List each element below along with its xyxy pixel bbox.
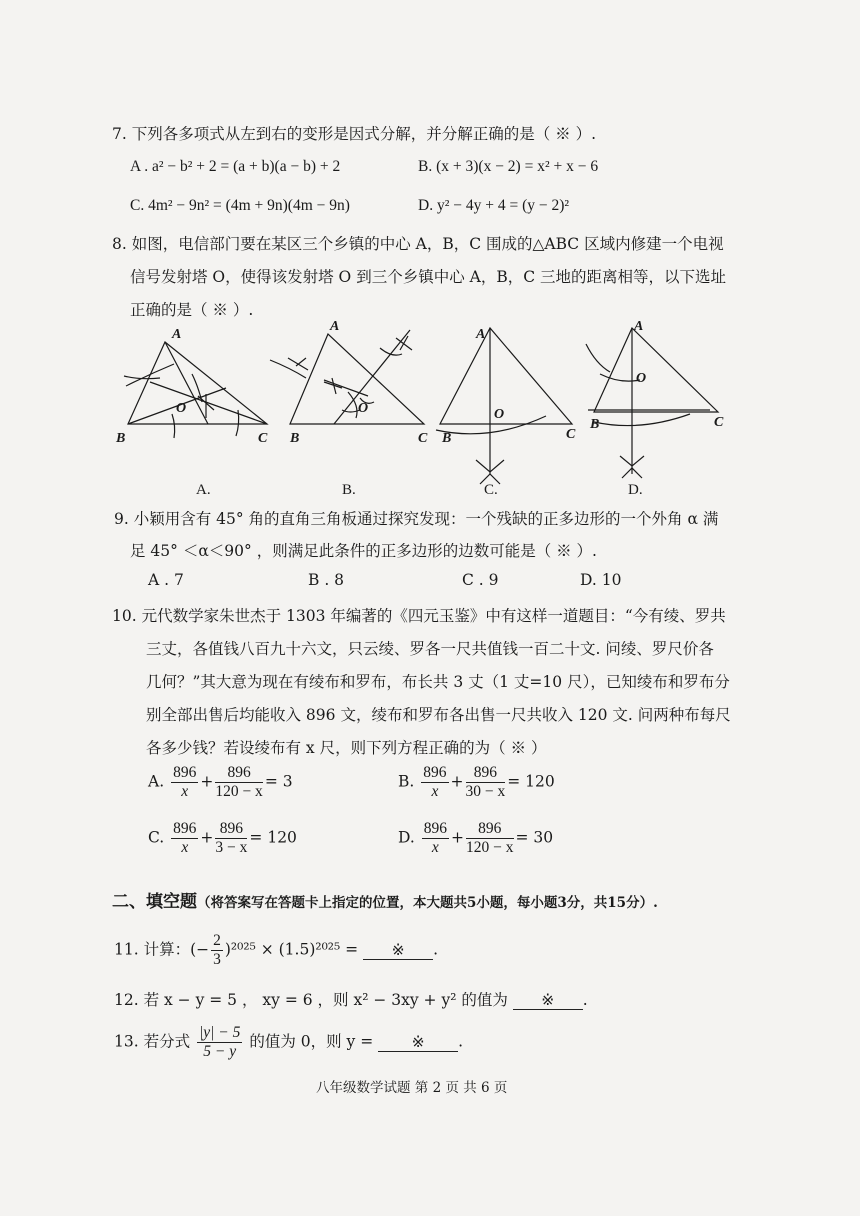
fig-c-vertex-b: B bbox=[442, 431, 452, 446]
fig-d-vertex-o: O bbox=[636, 371, 647, 386]
q7-option-a: A . a² − b² + 2 = (a + b)(a − b) + 2 bbox=[130, 158, 341, 175]
section-2-note: （将答案写在答题卡上指定的位置，本大题共5小题，每小题3分，共15分）. bbox=[197, 895, 658, 911]
q10-line4: 别全部出售后均能收入 896 文，绫布和罗布各出售一尺共收入 120 文. 问两种布每尺 bbox=[146, 706, 731, 724]
fig-b-vertex-o: O bbox=[358, 401, 369, 416]
q11: 11. 计算：(− $\frac{2}{3}$ )²⁰²⁵ × (1.5)²⁰²⁵ = ※ . bbox=[114, 932, 439, 968]
fig-a-vertex-o: O bbox=[176, 401, 187, 416]
q9-line2: 足 45° ＜α＜90° ，则满足此条件的正多边形的边数可能是（ ※ ）. bbox=[130, 542, 597, 560]
q9-option-c: C . 9 bbox=[462, 571, 499, 589]
page-footer: 八年级数学试题 第 2 页 共 6 页 bbox=[316, 1080, 508, 1096]
q7-stem: 7. 下列各多项式从左到右的变形是因式分解，并分解正确的是（ ※ ）. bbox=[112, 125, 596, 143]
q9-line1: 9. 小颖用含有 45° 角的直角三角板通过探究发现：一个残缺的正多边形的一个外角 α 满 bbox=[114, 510, 719, 528]
fig-b-vertex-b: B bbox=[290, 431, 300, 446]
fig-c-vertex-o: O bbox=[494, 407, 505, 422]
q7-option-d: D. y² − 4y + 4 = (y − 2)² bbox=[418, 197, 570, 214]
figure-c-triangle bbox=[436, 328, 572, 484]
q11-answer-blank: ※ bbox=[363, 941, 433, 960]
q8-line1: 8. 如图，电信部门要在某区三个乡镇的中心 A，B，C 围成的△ABC 区域内修建一个电视 bbox=[112, 235, 724, 253]
fig-b-vertex-c: C bbox=[418, 431, 428, 446]
q10-line5: 各多少钱？若设绫布有 x 尺，则下列方程正确的为（ ※ ） bbox=[146, 739, 547, 757]
q12: 12. 若 x − y = 5 ， xy = 6 ，则 x² − 3xy + y² 的值为 ※ . bbox=[114, 991, 588, 1009]
fig-a-vertex-b: B bbox=[116, 431, 126, 446]
q10-line3: 几何？”其大意为现在有绫布和罗布，布长共 3 丈（1 丈=10 尺），已知绫布和罗布分 bbox=[146, 673, 730, 691]
q9-option-b: B . 8 bbox=[308, 571, 345, 589]
fig-a-vertex-c: C bbox=[258, 431, 268, 446]
q10-option-a: A. $\frac{896}{x}$ + $\frac{896}{120 - x}$ = 3 bbox=[148, 764, 293, 800]
q7-option-b: B. (x + 3)(x − 2) = x² + x − 6 bbox=[418, 158, 599, 175]
q10-option-c: C. $\frac{896}{x}$ + $\frac{896}{3 - x}$ = 120 bbox=[148, 820, 297, 856]
fig-b-vertex-a: A bbox=[330, 319, 340, 334]
figure-b-label: B. bbox=[342, 482, 356, 498]
fig-c-vertex-a: A bbox=[476, 327, 486, 342]
section-2-title: 二、填空题 bbox=[112, 892, 197, 912]
fig-a-vertex-a: A bbox=[172, 327, 182, 342]
q10-option-d: D. $\frac{896}{x}$ + $\frac{896}{120 - x}$ = 30 bbox=[398, 820, 554, 856]
q13: 13. 若分式 $\frac{|y| - 5}{5 - y}$ 的值为 0，则 y = ※ . bbox=[114, 1024, 464, 1060]
q12-answer-blank: ※ bbox=[513, 991, 583, 1010]
q10-line1: 10. 元代数学家朱世杰于 1303 年编著的《四元玉鉴》中有这样一道题目：“今有绫、罗共 bbox=[112, 607, 726, 625]
figure-d-triangle bbox=[586, 328, 718, 478]
q8-line2: 信号发射塔 O，使得该发射塔 O 到三个乡镇中心 A，B，C 三地的距离相等，以下选址 bbox=[130, 268, 726, 286]
q10-line2: 三丈，各值钱八百九十六文，只云绫、罗各一尺共值钱一百二十文. 问绫、罗尺价各 bbox=[146, 640, 714, 658]
figure-c-label: C. bbox=[484, 482, 498, 498]
figure-b-triangle bbox=[270, 330, 424, 424]
fig-d-vertex-b: B bbox=[590, 417, 600, 432]
q10-option-b: B. $\frac{896}{x}$ + $\frac{896}{30 - x}$ = 120 bbox=[398, 764, 555, 800]
q8-figures bbox=[110, 314, 750, 500]
q8-line3: 正确的是（ ※ ）. bbox=[130, 301, 254, 319]
figure-a-triangle bbox=[124, 342, 267, 438]
fig-d-vertex-c: C bbox=[714, 415, 724, 430]
fig-c-vertex-c: C bbox=[566, 427, 576, 442]
q9-option-d: D. 10 bbox=[580, 571, 622, 589]
fig-d-vertex-a: A bbox=[634, 319, 644, 334]
figure-d-label: D. bbox=[628, 482, 643, 498]
figure-a-label: A. bbox=[196, 482, 211, 498]
q9-option-a: A . 7 bbox=[148, 571, 184, 589]
q7-option-c: C. 4m² − 9n² = (4m + 9n)(4m − 9n) bbox=[130, 197, 350, 214]
section-2-heading bbox=[112, 887, 658, 912]
q13-answer-blank: ※ bbox=[378, 1033, 458, 1052]
